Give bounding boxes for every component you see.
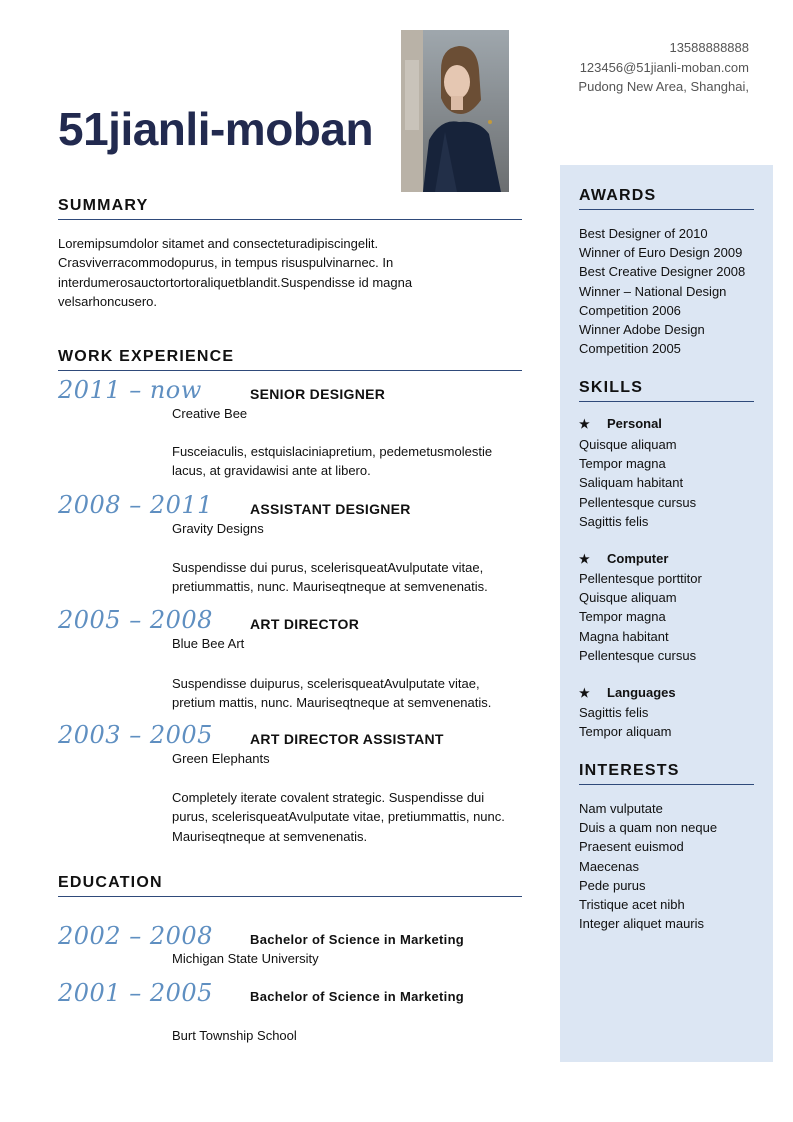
job-years: 2005 – 2008 <box>58 606 213 634</box>
job-years: 2011 – now <box>58 376 202 404</box>
job-title: ASSISTANT DESIGNER <box>250 501 411 517</box>
award-item: Best Designer of 2010 <box>579 226 708 241</box>
award-item: Winner – National Design <box>579 283 727 299</box>
skills-heading: SKILLS <box>579 379 754 402</box>
education-degree: Bachelor of Science in Marketing <box>250 932 465 947</box>
education-years: 2002 – 2008 <box>58 922 213 950</box>
job-description: Suspendisse duipurus, scelerisqueatAvulputate vitae, pretium mattis, nunc. Mauriseqtneque at semvenenatis. <box>172 676 492 711</box>
job-company: Gravity Designs <box>172 521 264 536</box>
job-company: Blue Bee Art <box>172 636 245 651</box>
skill-group-label: Languages <box>607 685 676 700</box>
skill-item: Tempor magna <box>579 609 666 625</box>
summary-text: Loremipsumdolor sitamet and consecteturadipiscingelit. Crasviverracommodopurus, in tempus risuspulvinarnec. In interdumerosauctortortoraliquetblandit.Suspendisse id magna velsarhoncusero. <box>58 236 413 309</box>
job-title: ART DIRECTOR ASSISTANT <box>250 731 444 747</box>
job-description: Fusceiaculis, estquislaciniapretium, pedemetusmolestie lacus, at gravidawisi ante at libero. <box>172 444 493 479</box>
email-address: 123456@51jianli-moban.com <box>579 59 749 75</box>
interest-item: Nam vulputate <box>579 801 663 816</box>
skill-list-languages <box>579 703 764 741</box>
award-item: Winner Adobe Design <box>579 322 705 338</box>
summary-heading: SUMMARY <box>58 197 522 220</box>
phone-number: 13588888888 <box>669 40 749 55</box>
work-experience-heading: WORK EXPERIENCE <box>58 348 522 371</box>
award-item: Winner of Euro Design 2009 <box>579 245 743 261</box>
skill-group-computer <box>579 551 668 566</box>
skill-list-personal <box>579 435 764 531</box>
job-description: Suspendisse dui purus, scelerisqueatAvulputate vitae, pretiummattis, nunc. Mauriseqtneque at semvenenatis. <box>172 560 488 595</box>
star-icon: ★ <box>579 417 590 431</box>
job-years: 2003 – 2005 <box>58 721 213 749</box>
skill-item: Saliquam habitant <box>579 475 684 491</box>
job-title: ART DIRECTOR <box>250 616 360 632</box>
awards-heading: AWARDS <box>579 187 754 210</box>
job-company: Creative Bee <box>172 406 248 421</box>
award-item: Best Creative Designer 2008 <box>579 264 746 280</box>
star-icon: ★ <box>579 552 590 566</box>
education-heading: EDUCATION <box>58 874 522 897</box>
contact-info <box>578 38 749 97</box>
skill-group-label: Personal <box>607 416 662 431</box>
job-description: Completely iterate covalent strategic. Suspendisse dui purus, scelerisqueatAvulputate vitae, pretiummattis, nunc. Mauriseqtneque at semvenenatis. <box>172 790 505 844</box>
skill-item: Pellentesque cursus <box>579 647 697 663</box>
profile-photo-image <box>401 30 509 192</box>
address: Pudong New Area, Shanghai, <box>578 79 749 94</box>
skill-item: Tempor magna <box>579 456 666 472</box>
job-years: 2008 – 2011 <box>58 491 213 519</box>
skill-item: Sagittis felis <box>579 513 649 529</box>
star-icon: ★ <box>579 686 590 700</box>
interest-item: Duis a quam non neque <box>579 820 718 836</box>
job-title: SENIOR DESIGNER <box>250 386 386 402</box>
skill-item: Sagittis felis <box>579 705 649 720</box>
job-company: Green Elephants <box>172 751 270 766</box>
skill-item: Quisque aliquam <box>579 437 677 452</box>
education-school: Burt Township School <box>172 1028 297 1043</box>
awards-list <box>579 224 764 358</box>
skill-item: Tempor aliquam <box>579 724 672 740</box>
interest-item: Maecenas <box>579 858 639 874</box>
skill-group-personal <box>579 416 662 431</box>
skill-item: Pellentesque porttitor <box>579 571 702 586</box>
interest-item: Integer aliquet mauris <box>579 916 705 932</box>
interest-item: Pede purus <box>579 877 646 893</box>
interests-heading: INTERESTS <box>579 762 754 785</box>
interest-item: Praesent euismod <box>579 839 684 855</box>
skill-group-label: Computer <box>607 551 669 566</box>
award-item: Competition 2006 <box>579 302 681 318</box>
resume-name: 51jianli-moban <box>58 103 374 155</box>
skill-item: Pellentesque cursus <box>579 494 697 510</box>
education-degree: Bachelor of Science in Marketing <box>250 989 465 1004</box>
skill-item: Magna habitant <box>579 628 669 644</box>
skill-group-languages <box>579 685 676 700</box>
profile-photo <box>401 30 509 192</box>
education-school: Michigan State University <box>172 951 319 966</box>
education-years: 2001 – 2005 <box>58 979 213 1007</box>
interest-item: Tristique acet nibh <box>579 897 685 913</box>
award-item: Competition 2005 <box>579 341 681 357</box>
skill-item: Quisque aliquam <box>579 590 677 606</box>
skill-list-computer <box>579 569 764 665</box>
interests-list <box>579 799 764 933</box>
